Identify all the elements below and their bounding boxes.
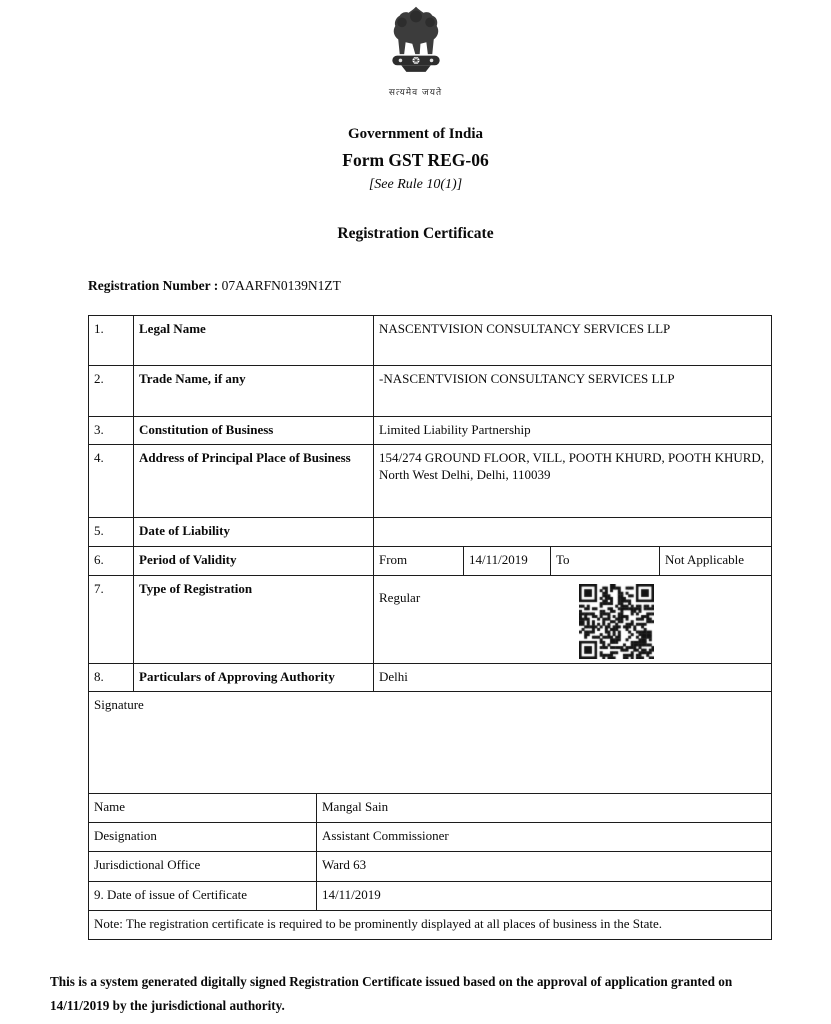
- registration-number-label: Registration Number :: [88, 278, 219, 293]
- signature-row: [89, 692, 772, 794]
- table-row-validity: [89, 547, 772, 576]
- table-row: [89, 366, 772, 417]
- row-sno: 4.: [89, 445, 134, 518]
- row-sno: 1.: [89, 316, 134, 366]
- row-value: Delhi: [374, 664, 772, 692]
- certificate-header: [0, 0, 831, 243]
- government-title: Government of India: [348, 126, 483, 142]
- validity-to-value: Not Applicable: [660, 547, 772, 576]
- row-label: Particulars of Approving Authority: [134, 664, 374, 692]
- row-label: Name: [89, 794, 317, 823]
- table-row: [89, 664, 772, 692]
- table-row: [89, 417, 772, 445]
- emblem-motto: सत्यमेव जयते: [388, 88, 443, 98]
- table-row: [89, 823, 772, 852]
- certificate-main-table: [88, 315, 772, 794]
- row-label: Date of Liability: [134, 518, 374, 547]
- rule-reference: [See Rule 10(1)]: [368, 177, 463, 192]
- row-value: -NASCENTVISION CONSULTANCY SERVICES LLP: [374, 366, 772, 417]
- footer-disclaimer: This is a system generated digitally signed Registration Certificate issued based on the approval of application granted on 14/11/2019 by the jurisdictional authority.: [50, 974, 733, 1013]
- certificate-title: Registration Certificate: [337, 225, 494, 242]
- row-label: Jurisdictional Office: [89, 852, 317, 882]
- table-row: [89, 882, 772, 911]
- form-title: Form GST REG-06: [342, 150, 489, 170]
- row-sno: 8.: [89, 664, 134, 692]
- row-label: Type of Registration: [134, 576, 374, 664]
- row-value: NASCENTVISION CONSULTANCY SERVICES LLP: [374, 316, 772, 366]
- registration-number-line: [88, 278, 831, 294]
- row-label: Designation: [89, 823, 317, 852]
- validity-to-label: To: [551, 547, 660, 576]
- note-row: [89, 911, 772, 940]
- row-label: Address of Principal Place of Business: [134, 445, 374, 518]
- row-sno: 3.: [89, 417, 134, 445]
- row-value: Assistant Commissioner: [317, 823, 772, 852]
- row-value: 154/274 GROUND FLOOR, VILL, POOTH KHURD, POOTH KHURD, North West Delhi, Delhi, 110039: [374, 445, 772, 518]
- table-row: [89, 852, 772, 882]
- validity-from-label: From: [374, 547, 464, 576]
- row-label: Period of Validity: [134, 547, 374, 576]
- approving-authority-table: [88, 793, 772, 940]
- registration-number-value: 07AARFN0139N1ZT: [221, 278, 341, 293]
- row-sno: 2.: [89, 366, 134, 417]
- row-value: 14/11/2019: [317, 882, 772, 911]
- row-value: Limited Liability Partnership: [374, 417, 772, 445]
- row-label: Constitution of Business: [134, 417, 374, 445]
- row-sno: 6.: [89, 547, 134, 576]
- row-value: Regular: [379, 590, 421, 605]
- table-row: [89, 794, 772, 823]
- table-row: [89, 316, 772, 366]
- row-label: Legal Name: [134, 316, 374, 366]
- note-cell: Note: The registration certificate is required to be prominently displayed at all places of business in the State.: [89, 911, 772, 940]
- table-row: [89, 445, 772, 518]
- validity-from-value: 14/11/2019: [464, 547, 551, 576]
- row-value: Mangal Sain: [317, 794, 772, 823]
- row-sno: 7.: [89, 576, 134, 664]
- signature-cell: Signature: [89, 692, 772, 794]
- row-value: Ward 63: [317, 852, 772, 882]
- row-label: Trade Name, if any: [134, 366, 374, 417]
- row-sno: 5.: [89, 518, 134, 547]
- india-national-emblem-icon: [379, 5, 453, 98]
- qr-code: [579, 584, 654, 659]
- table-row: [89, 518, 772, 547]
- type-of-registration-cell: [374, 576, 772, 664]
- table-row-type: [89, 576, 772, 664]
- row-value: [374, 518, 772, 547]
- row-label: 9. Date of issue of Certificate: [89, 882, 317, 911]
